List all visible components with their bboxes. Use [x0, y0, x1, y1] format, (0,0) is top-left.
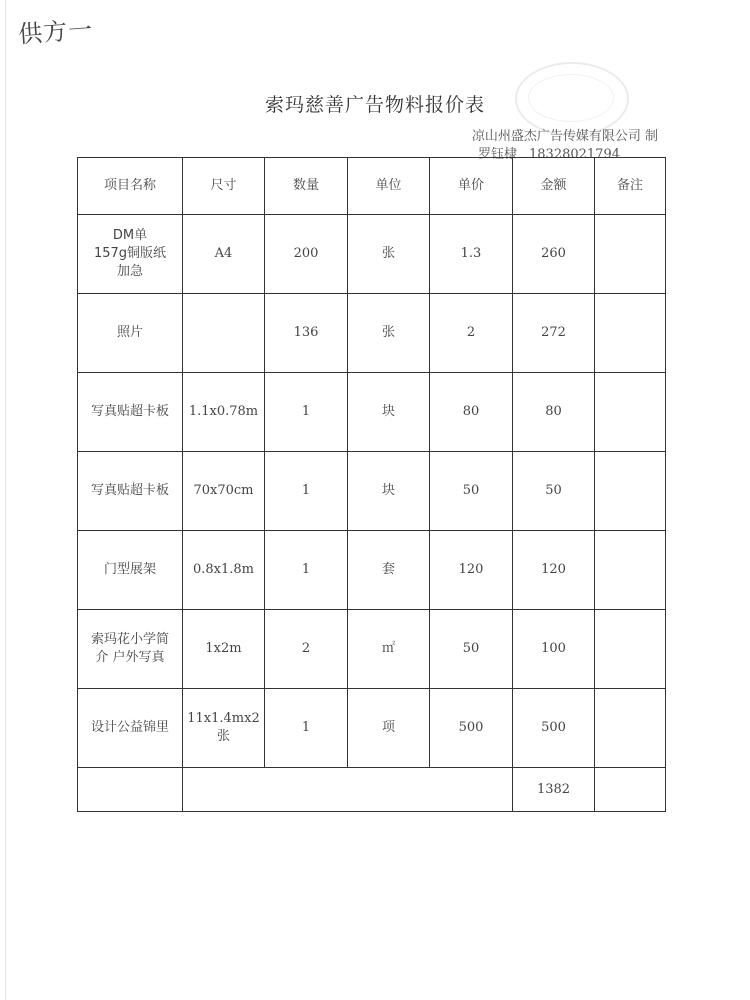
total-note-cell: [595, 768, 666, 812]
header-size: 尺寸: [183, 158, 265, 215]
row-note: [595, 215, 666, 294]
row-note: [595, 373, 666, 452]
row-note: [595, 689, 666, 768]
company-name: 凉山州盛杰广告传媒有限公司 制: [471, 129, 658, 144]
row-unit-price: 1.3: [430, 215, 513, 294]
table-row: [78, 452, 666, 531]
row-size: 0.8x1.8m: [183, 531, 265, 610]
row-item-name: 照片: [78, 294, 183, 373]
total-merged-blank-cell: [183, 768, 513, 812]
row-item-name: 设计公益锦里: [78, 689, 183, 768]
row-unit: 张: [348, 215, 430, 294]
row-unit-price: 50: [430, 610, 513, 689]
table-row: [78, 610, 666, 689]
handwritten-note: 供方一: [17, 15, 95, 49]
row-quantity: 136: [265, 294, 348, 373]
row-size: A4: [183, 215, 265, 294]
row-quantity: 200: [265, 215, 348, 294]
total-blank-cell: [78, 768, 183, 812]
scan-edge-line: [5, 0, 6, 1000]
row-note: [595, 610, 666, 689]
header-quantity: 数量: [265, 158, 348, 215]
row-unit: 张: [348, 294, 430, 373]
row-note: [595, 294, 666, 373]
row-item-name: 写真贴超卡板: [78, 373, 183, 452]
document-title: 索玛慈善广告物料报价表: [264, 94, 485, 116]
quote-table: [77, 157, 666, 812]
row-quantity: 1: [265, 452, 348, 531]
row-note: [595, 531, 666, 610]
row-unit-price: 500: [430, 689, 513, 768]
row-size: 1x2m: [183, 610, 265, 689]
row-amount: 272: [513, 294, 595, 373]
row-unit-price: 80: [430, 373, 513, 452]
row-size: 1.1x0.78m: [183, 373, 265, 452]
row-size: [183, 294, 265, 373]
row-quantity: 1: [265, 689, 348, 768]
row-note: [595, 452, 666, 531]
row-size: 70x70cm: [183, 452, 265, 531]
table-row: [78, 294, 666, 373]
row-item-name: 索玛花小学简 介 户外写真: [78, 610, 183, 689]
row-amount: 500: [513, 689, 595, 768]
row-amount: 100: [513, 610, 595, 689]
header-note: 备注: [595, 158, 666, 215]
header-unit-price: 单价: [430, 158, 513, 215]
row-unit: 块: [348, 452, 430, 531]
table-row: [78, 689, 666, 768]
row-quantity: 1: [265, 373, 348, 452]
row-unit: 块: [348, 373, 430, 452]
row-unit: 项: [348, 689, 430, 768]
row-item-name: 写真贴超卡板: [78, 452, 183, 531]
total-amount: 1382: [513, 768, 595, 812]
row-amount: 260: [513, 215, 595, 294]
header-unit: 单位: [348, 158, 430, 215]
row-unit-price: 120: [430, 531, 513, 610]
table-row: [78, 373, 666, 452]
row-item-name: DM单 157g铜版纸 加急: [78, 215, 183, 294]
contact-phone: 18328021794: [529, 147, 620, 162]
row-unit: ㎡: [348, 610, 430, 689]
row-amount: 120: [513, 531, 595, 610]
table-row: [78, 531, 666, 610]
row-unit: 套: [348, 531, 430, 610]
row-quantity: 2: [265, 610, 348, 689]
row-amount: 50: [513, 452, 595, 531]
header-item-name: 项目名称: [78, 158, 183, 215]
header-amount: 金额: [513, 158, 595, 215]
row-size: 11x1.4mx2 张: [183, 689, 265, 768]
row-item-name: 门型展架: [78, 531, 183, 610]
table-total-row: [78, 768, 666, 812]
table-header-row: [78, 158, 666, 215]
row-unit-price: 2: [430, 294, 513, 373]
row-amount: 80: [513, 373, 595, 452]
table-row: [78, 215, 666, 294]
row-quantity: 1: [265, 531, 348, 610]
contact-name: 罗钰棣: [478, 147, 518, 162]
row-unit-price: 50: [430, 452, 513, 531]
